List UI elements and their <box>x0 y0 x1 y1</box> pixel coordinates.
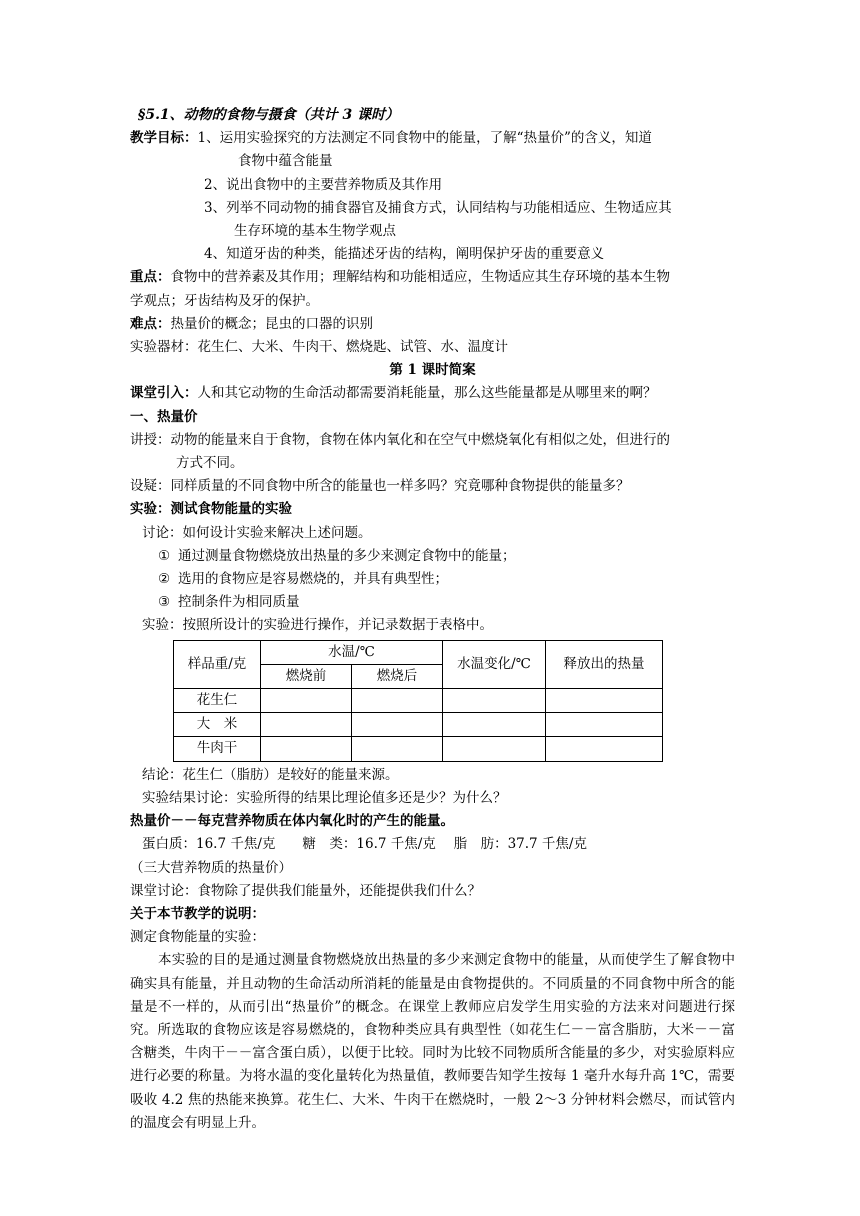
design-point: ② 选用的食物应是容易燃烧的，并具有典型性； <box>158 571 448 588</box>
header-before: 燃烧前 <box>261 664 352 688</box>
row-label: 花生仁 <box>174 689 261 713</box>
key-points-cont: 学观点；牙齿结构及牙的保护。 <box>130 292 319 309</box>
experiment-instruction: 实验：按照所设计的实验进行操作，并记录数据于表格中。 <box>142 617 493 634</box>
document-title: §5.1、动物的食物与摄食（共计 3 课时） <box>138 107 400 123</box>
lecture-cont: 方式不同。 <box>176 455 244 472</box>
design-point: ① 通过测量食物燃烧放出热量的多少来测定食物中的能量； <box>158 547 516 564</box>
lecture: 讲授：动物的能量来自于食物，食物在体内氧化和在空气中燃烧氧化有相似之处，但进行的 <box>130 431 670 448</box>
discussion: 讨论：如何设计实验来解决上述问题。 <box>142 524 372 541</box>
design-point: ③ 控制条件为相同质量 <box>158 594 300 611</box>
calorific-values: 蛋白质：16.7 千焦/克 糖 类：16.7 千焦/克 脂 肪：37.7 千焦/克 <box>142 836 587 853</box>
experiment-heading: 实验：测试食物能量的实验 <box>130 501 292 518</box>
row-label: 大 米 <box>174 713 261 737</box>
result-discussion: 实验结果讨论：实验所得的结果比理论值多还是少？为什么？ <box>142 789 507 806</box>
notes-paragraph: 本实验的目的是通过测量食物燃烧放出热量的多少来测定食物中的能量，从而使学生了解食物中确实具有能量，并且动物的生命活动所消耗的能量是由食物提供的。不同质量的不同食物中所含的能量是不一样的，从而引出“热量价”的概念。在课堂上教师应启发学生用实验的方法来对问题进行探究。所选取的食物应该是容易燃烧的，食物种类应具有典型性（如花生仁－－富含脂肪，大米－－富含糖类，牛肉干－－富含蛋白质），以便于比较。同时为比较不同物质所含能量的多少，对实验原料应进行必要的称量。为将水温的变化量转化为热量值，教师要告知学生按每 1 毫升水每升高 1℃，需要吸收 4.2 焦的热能来换算。花生仁、大米、牛肉干在燃烧时，一般 2～3 分钟材料会燃尽，而试管内的温度会有明显上升。 <box>130 952 735 1131</box>
header-heat: 释放出的热量 <box>546 640 663 688</box>
objectives-label: 教学目标： <box>130 130 198 147</box>
conclusion: 结论：花生仁（脂肪）是较好的能量来源。 <box>142 766 399 783</box>
question: 设疑：同样质量的不同食物中所含的能量也一样多吗？究竟哪种食物提供的能量多？ <box>130 478 630 495</box>
header-water-temp: 水温/℃ <box>261 640 443 664</box>
table-row <box>174 713 663 737</box>
objective-2: 2、说出食物中的主要营养物质及其作用 <box>204 176 443 193</box>
definition: 热量价－－每克营养物质在体内氧化时的产生的能量。 <box>130 813 454 830</box>
class-discussion: 课堂讨论：食物除了提供我们能量外，还能提供我们什么？ <box>130 882 481 899</box>
table-row <box>174 737 663 761</box>
notes-subheading: 测定食物能量的实验： <box>130 929 265 946</box>
difficulty: 难点：热量价的概念；昆虫的口器的识别 <box>130 315 373 332</box>
objective-1: 教学目标：1、运用实验探究的方法测定不同食物中的能量，了解“热量价”的含义，知道 <box>130 130 652 147</box>
objective-3: 3、列举不同动物的捕食器官及捕食方式，认同结构与功能相适应、生物适应其 <box>204 199 672 216</box>
row-label: 牛肉干 <box>174 737 261 761</box>
objective-3-cont: 生存环境的基本生物学观点 <box>234 223 396 240</box>
section-heading: 一、热量价 <box>130 408 198 425</box>
lesson-heading: 第 1 课时简案 <box>389 362 476 379</box>
document-page <box>130 104 735 1135</box>
notes-heading: 关于本节教学的说明： <box>130 905 265 922</box>
values-caption: （三大营养物质的热量价） <box>130 859 292 876</box>
header-temp-change: 水温变化/℃ <box>443 640 546 688</box>
data-table <box>173 640 663 762</box>
objective-4: 4、知道牙齿的种类，能描述牙齿的结构，阐明保护牙齿的重要意义 <box>204 246 605 263</box>
header-sample: 样品重/克 <box>174 640 261 688</box>
key-points: 重点：食物中的营养素及其作用；理解结构和功能相适应，生物适应其生存环境的基本生物 <box>130 269 670 286</box>
class-intro: 课堂引入：人和其它动物的生命活动都需要消耗能量，那么这些能量都是从哪里来的啊？ <box>130 385 657 402</box>
equipment: 实验器材：花生仁、大米、牛肉干、燃烧匙、试管、水、温度计 <box>130 339 508 356</box>
header-after: 燃烧后 <box>352 664 443 688</box>
table-row <box>174 689 663 713</box>
objective-1-cont: 食物中蕴含能量 <box>238 153 333 170</box>
